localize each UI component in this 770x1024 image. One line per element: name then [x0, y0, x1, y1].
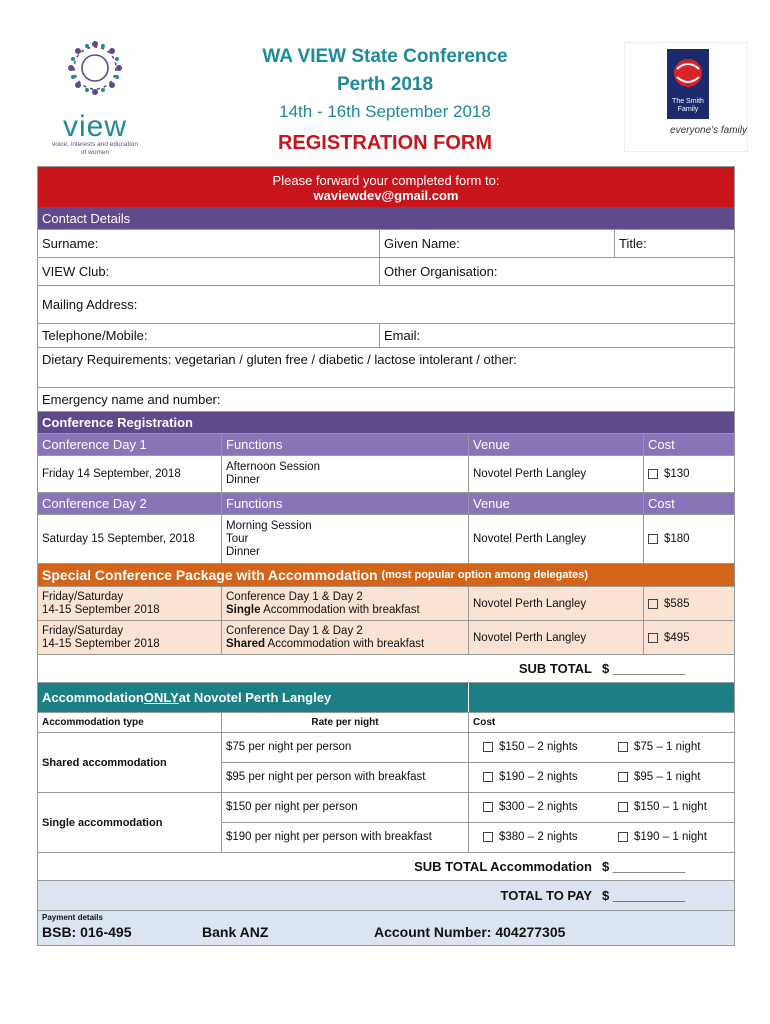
single-rate-row-1: [222, 793, 734, 823]
single-accommodation-rows: [222, 793, 734, 852]
conference-city: Perth 2018: [336, 74, 434, 95]
telephone-field[interactable]: Telephone/Mobile:: [38, 324, 380, 347]
payment-heading: Payment details: [42, 913, 103, 922]
day1-venue: Novotel Perth Langley: [469, 456, 644, 492]
day2-heading-row: [38, 493, 734, 515]
package-shared-func-2-rest: Accommodation with breakfast: [265, 637, 425, 650]
package-shared-functions: [222, 621, 469, 654]
shared-2b-label: $95 – 1 night: [634, 771, 701, 784]
accommodation-heading-only: ONLY: [143, 690, 179, 705]
view-club-field[interactable]: VIEW Club:: [38, 258, 380, 285]
day2-row: [38, 515, 734, 564]
email-field[interactable]: Email:: [384, 328, 421, 343]
day1-function-1: Afternoon Session: [226, 461, 320, 473]
shared-2a-checkbox[interactable]: [483, 772, 493, 782]
day2-functions: [222, 515, 469, 563]
package-shared-func-2: [226, 638, 424, 651]
contact-row-mailing: [38, 286, 734, 324]
registration-form: [37, 166, 735, 946]
day2-cost-option[interactable]: [644, 515, 734, 563]
day1-functions: [222, 456, 469, 492]
package-single-type: Single: [226, 603, 261, 616]
single-rate-2: $190 per night per person with breakfast: [222, 823, 469, 852]
package-single-cost-option[interactable]: [644, 587, 734, 620]
surname-field[interactable]: Surname:: [38, 230, 380, 257]
payment-bsb: BSB: 016-495: [42, 924, 132, 940]
shared-accommodation-label: Shared accommodation: [38, 733, 222, 792]
single-option-2a[interactable]: [469, 823, 614, 852]
day1-cost-option[interactable]: [644, 456, 734, 492]
package-single-functions: [222, 587, 469, 620]
package-shared-func-1: Conference Day 1 & Day 2: [226, 624, 363, 637]
package-subtotal-row: [38, 655, 734, 683]
single-2b-label: $190 – 1 night: [634, 831, 707, 844]
functions-col-header-2: Functions: [222, 493, 469, 514]
payment-bank: Bank ANZ: [202, 924, 269, 940]
day1-cost: $130: [664, 468, 690, 480]
shared-rate-2: $95 per night per person with breakfast: [222, 763, 469, 792]
day2-date: Saturday 15 September, 2018: [38, 515, 222, 563]
emergency-field[interactable]: Emergency name and number:: [42, 392, 221, 407]
package-single-dates-2: 14-15 September 2018: [42, 603, 160, 616]
form-title: REGISTRATION FORM: [277, 132, 493, 154]
view-logo: [50, 38, 140, 156]
package-heading-text: Special Conference Package with Accommodation: [42, 567, 378, 583]
single-option-2b[interactable]: [614, 823, 734, 852]
contact-row-names: [38, 230, 734, 258]
shared-1b-label: $75 – 1 night: [634, 741, 701, 754]
conference-title: WA VIEW State Conference: [262, 46, 508, 67]
shared-option-1b[interactable]: [614, 733, 734, 762]
package-single-dates: [38, 587, 222, 620]
smith-family-emblem: [667, 49, 709, 119]
contact-heading-row: [38, 207, 734, 230]
forward-band: [38, 167, 734, 207]
smith-family-name: The Smith Family: [672, 98, 704, 113]
contact-row-phone: [38, 324, 734, 348]
day2-venue: Novotel Perth Langley: [469, 515, 644, 563]
total-label: TOTAL TO PAY: [500, 888, 592, 903]
conference-heading: Conference Registration: [42, 415, 193, 430]
package-single-dates-1: Friday/Saturday: [42, 590, 124, 603]
single-1a-label: $300 – 2 nights: [499, 801, 578, 814]
accommodation-type-header: Accommodation type: [38, 713, 222, 732]
rate-header: Rate per night: [222, 713, 469, 732]
package-row-shared: [38, 621, 734, 655]
title-block: [200, 44, 570, 160]
payment-details: [38, 911, 734, 945]
conference-dates: 14th - 16th September 2018: [279, 102, 491, 121]
single-1a-checkbox[interactable]: [483, 802, 493, 812]
shared-accommodation-block: [38, 733, 734, 793]
view-logo-tagline: voice, interests and education of women: [52, 141, 138, 156]
accommodation-subtotal-label: SUB TOTAL Accommodation: [414, 859, 592, 874]
single-option-1a[interactable]: [469, 793, 614, 822]
shared-rate-row-2: [222, 763, 734, 792]
page-header: [0, 30, 770, 165]
smith-family-tagline: everyone's family: [670, 125, 747, 136]
given-name-field[interactable]: Given Name:: [380, 230, 615, 257]
accommodation-heading-post: at Novotel Perth Langley: [178, 690, 332, 705]
package-heading: [38, 564, 734, 586]
accommodation-cost-header: Cost: [473, 717, 496, 728]
package-single-func-2-rest: Accommodation with breakfast: [260, 603, 420, 616]
contact-row-emergency: [38, 388, 734, 412]
package-heading-row: [38, 564, 734, 587]
conference-heading-row: [38, 412, 734, 434]
accommodation-subtotal-row: [38, 853, 734, 881]
day2-cost: $180: [664, 533, 690, 545]
venue-col-header: Venue: [469, 434, 644, 455]
day2-function-2: Tour: [226, 532, 249, 545]
shared-1b-checkbox[interactable]: [618, 742, 628, 752]
package-subtotal-value[interactable]: $ __________: [602, 661, 686, 676]
total-row: [38, 881, 734, 911]
shared-rate-1: $75 per night per person: [222, 733, 469, 762]
single-option-1b[interactable]: [614, 793, 734, 822]
package-single-venue: Novotel Perth Langley: [469, 587, 644, 620]
day1-checkbox[interactable]: [648, 469, 658, 479]
package-single-func-1: Conference Day 1 & Day 2: [226, 590, 363, 603]
accommodation-subtotal-value[interactable]: $ __________: [602, 859, 686, 874]
payment-info: [42, 923, 730, 941]
single-rate-row-2: [222, 823, 734, 852]
package-single-cost: $585: [664, 597, 690, 610]
smith-family-logo: [624, 42, 748, 152]
day1-date: Friday 14 September, 2018: [38, 456, 222, 492]
package-shared-venue: Novotel Perth Langley: [469, 621, 644, 654]
single-1b-checkbox[interactable]: [618, 802, 628, 812]
package-shared-dates-2: 14-15 September 2018: [42, 637, 160, 650]
forward-email[interactable]: waviewdev@gmail.com: [313, 188, 459, 203]
shared-option-2a[interactable]: [469, 763, 614, 792]
day2-function-1: Morning Session: [226, 519, 312, 532]
total-value[interactable]: $ __________: [602, 888, 686, 903]
dietary-field[interactable]: Dietary Requirements: vegetarian / gluten free / diabetic / lactose intolerant / other:: [42, 352, 517, 367]
accommodation-heading-row: [38, 683, 734, 713]
cost-col-header: Cost: [648, 437, 675, 452]
view-star-icon: [50, 38, 140, 108]
venue-col-header-2: Venue: [469, 493, 644, 514]
day2-checkbox[interactable]: [648, 534, 658, 544]
accommodation-heading: [38, 683, 469, 712]
functions-col-header: Functions: [222, 434, 469, 455]
shared-1a-label: $150 – 2 nights: [499, 741, 578, 754]
shared-2b-checkbox[interactable]: [618, 772, 628, 782]
package-heading-note: (most popular option among delegates): [381, 569, 589, 581]
accommodation-cols-row: [38, 713, 734, 733]
day1-function-2: Dinner: [226, 474, 260, 486]
contact-row-club: [38, 258, 734, 286]
other-organisation-field[interactable]: Other Organisation:: [384, 264, 498, 279]
day2-function-3: Dinner: [226, 545, 260, 558]
accommodation-heading-pre: Accommodation: [42, 690, 144, 705]
forward-instruction: Please forward your completed form to:: [272, 173, 500, 188]
single-rate-1: $150 per night per person: [222, 793, 469, 822]
single-2a-checkbox[interactable]: [483, 832, 493, 842]
payment-account: Account Number: 404277305: [374, 924, 566, 940]
contact-heading: Contact Details: [42, 210, 131, 226]
shared-option-2b[interactable]: [614, 763, 734, 792]
day2-label: Conference Day 2: [38, 493, 222, 514]
day1-label: Conference Day 1: [38, 434, 222, 455]
single-accommodation-block: [38, 793, 734, 853]
single-1b-label: $150 – 1 night: [634, 801, 707, 814]
accommodation-heading-blank: [469, 683, 734, 712]
package-single-func-2: [226, 604, 420, 617]
single-2b-checkbox[interactable]: [618, 832, 628, 842]
package-single-checkbox[interactable]: [648, 599, 658, 609]
shared-1a-checkbox[interactable]: [483, 742, 493, 752]
package-shared-type: Shared: [226, 637, 265, 650]
single-accommodation-label: Single accommodation: [38, 793, 222, 852]
contact-row-dietary: [38, 348, 734, 388]
mailing-address-field[interactable]: Mailing Address:: [42, 297, 138, 312]
forward-band-row: [38, 167, 734, 207]
shared-2a-label: $190 – 2 nights: [499, 771, 578, 784]
shared-rate-row-1: [222, 733, 734, 763]
package-shared-checkbox[interactable]: [648, 633, 658, 643]
day1-heading-row: [38, 434, 734, 456]
single-2a-label: $380 – 2 nights: [499, 831, 578, 844]
shared-accommodation-rows: [222, 733, 734, 792]
package-shared-dates: [38, 621, 222, 654]
cost-col-header-2: Cost: [648, 496, 675, 511]
view-logo-text: view: [62, 110, 127, 143]
title-field[interactable]: Title:: [619, 236, 647, 251]
payment-row: [38, 911, 734, 945]
package-row-single: [38, 587, 734, 621]
shared-option-1a[interactable]: [469, 733, 614, 762]
package-subtotal-label: SUB TOTAL: [518, 661, 592, 676]
day1-row: [38, 456, 734, 493]
package-shared-cost-option[interactable]: [644, 621, 734, 654]
hands-icon: [667, 49, 709, 93]
package-shared-cost: $495: [664, 631, 690, 644]
package-shared-dates-1: Friday/Saturday: [42, 624, 124, 637]
